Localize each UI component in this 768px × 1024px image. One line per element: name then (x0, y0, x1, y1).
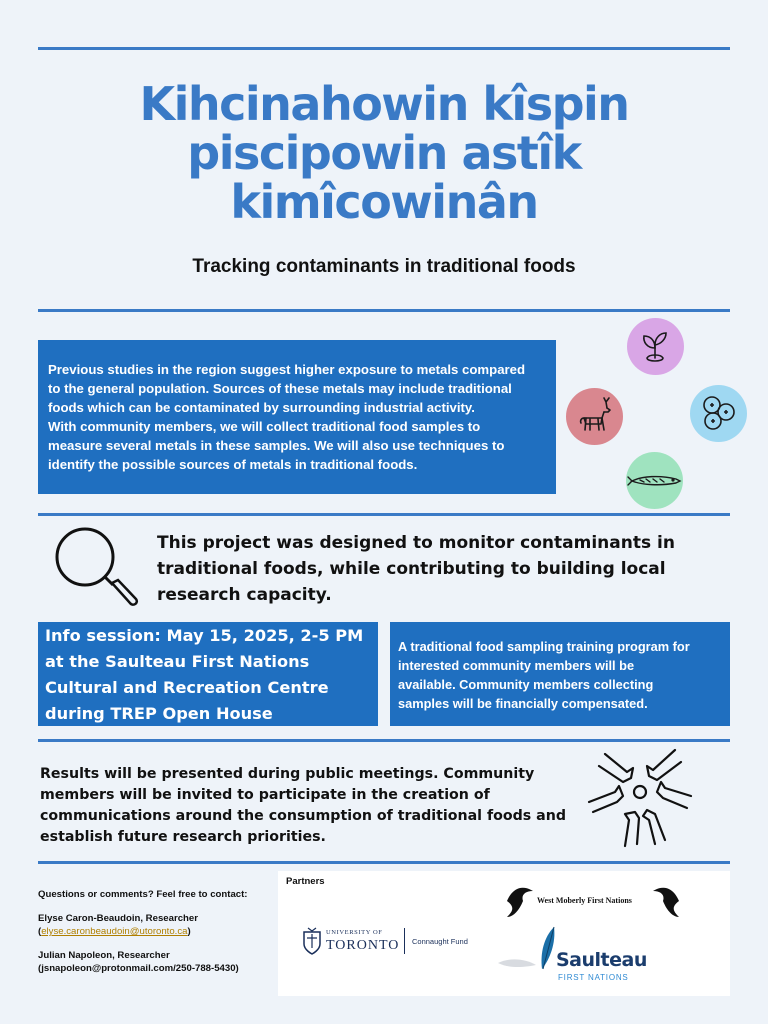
project-line: research capacity. (157, 585, 332, 605)
intro-box (38, 340, 556, 494)
info-line: at the Saulteau First Nations (45, 652, 310, 671)
section-rule (38, 309, 730, 312)
joined-hands-icon (585, 746, 695, 850)
uoft-fund: Connaught Fund (412, 937, 468, 946)
results-line: establish future research priorities. (40, 829, 326, 845)
fish-icon (626, 452, 683, 509)
west-moberly-logo (503, 881, 683, 923)
title-line: piscipowin astîk (187, 126, 581, 180)
contact-person-1: Elyse Caron-Beaudoin, Researcher (38, 913, 198, 924)
results-statement (40, 764, 580, 848)
top-rule (38, 47, 730, 50)
uoft-logo (300, 926, 470, 962)
training-line: interested community members will be (398, 658, 635, 673)
email-link[interactable]: elyse.caronbeaudoin@utoronto.ca (41, 926, 188, 937)
contact-intro: Questions or comments? Feel free to contact: (38, 889, 248, 900)
title-line: Kihcinahowin kîspin (139, 77, 629, 131)
section-rule (38, 739, 730, 742)
saulteau-name: Saulteau (556, 949, 647, 971)
project-line: traditional foods, while contributing to building local (157, 559, 666, 579)
intro-line: to the general population. Sources of these metals may include traditional (48, 381, 512, 396)
title-line: kimîcowinân (230, 175, 538, 229)
intro-line: identify the possible sources of metals in traditional foods. (48, 457, 418, 472)
training-line: available. Community members collecting (398, 677, 654, 692)
contact-block (38, 888, 278, 975)
contact-person-2-details: (jsnapoleon@protonmail.com/250-788-5430) (38, 963, 239, 974)
partners-panel (278, 871, 730, 996)
page-title (0, 77, 768, 229)
magnifying-glass-icon (52, 523, 147, 615)
intro-line: With community members, we will collect traditional food samples to (48, 419, 481, 434)
uoft-university: UNIVERSITY OF (326, 929, 383, 936)
uoft-divider (404, 928, 405, 954)
results-line: Results will be presented during public meetings. Community (40, 766, 535, 782)
info-line: during TREP Open House (45, 704, 273, 723)
blueberries-icon (690, 385, 747, 442)
partners-label: Partners (286, 876, 325, 887)
intro-line: foods which can be contaminated by surrounding industrial activity. (48, 400, 475, 415)
contact-person-2: Julian Napoleon, Researcher (38, 950, 170, 961)
info-session-box (38, 622, 378, 726)
sprout-icon (627, 318, 684, 375)
info-line: Info session: May 15, 2025, 2-5 PM (45, 626, 364, 645)
crest-icon (302, 926, 322, 956)
project-line: This project was designed to monitor contaminants in (157, 533, 675, 553)
intro-line: measure several metals in these samples. We will also use techniques to (48, 438, 505, 453)
caribou-icon (566, 388, 623, 445)
info-line: Cultural and Recreation Centre (45, 678, 329, 697)
page-subtitle: Tracking contaminants in traditional foods (192, 256, 576, 277)
contact-email-line: (elyse.caronbeaudoin@utoronto.ca) (38, 926, 191, 937)
saulteau-logo (496, 923, 676, 987)
training-line: A traditional food sampling training program for (398, 639, 690, 654)
saulteau-subtitle: FIRST NATIONS (558, 973, 629, 982)
section-rule (38, 861, 730, 864)
project-statement (157, 530, 717, 608)
training-line: samples will be financially compensated. (398, 696, 648, 711)
intro-line: Previous studies in the region suggest higher exposure to metals compared (48, 362, 526, 377)
wmfn-name: West Moberly First Nations (537, 896, 632, 905)
uoft-toronto: TORONTO (326, 938, 400, 953)
results-line: communications around the consumption of traditional foods and (40, 808, 567, 824)
section-rule (38, 513, 730, 516)
results-line: members will be invited to participate in the creation of (40, 787, 490, 803)
training-box (390, 622, 730, 726)
